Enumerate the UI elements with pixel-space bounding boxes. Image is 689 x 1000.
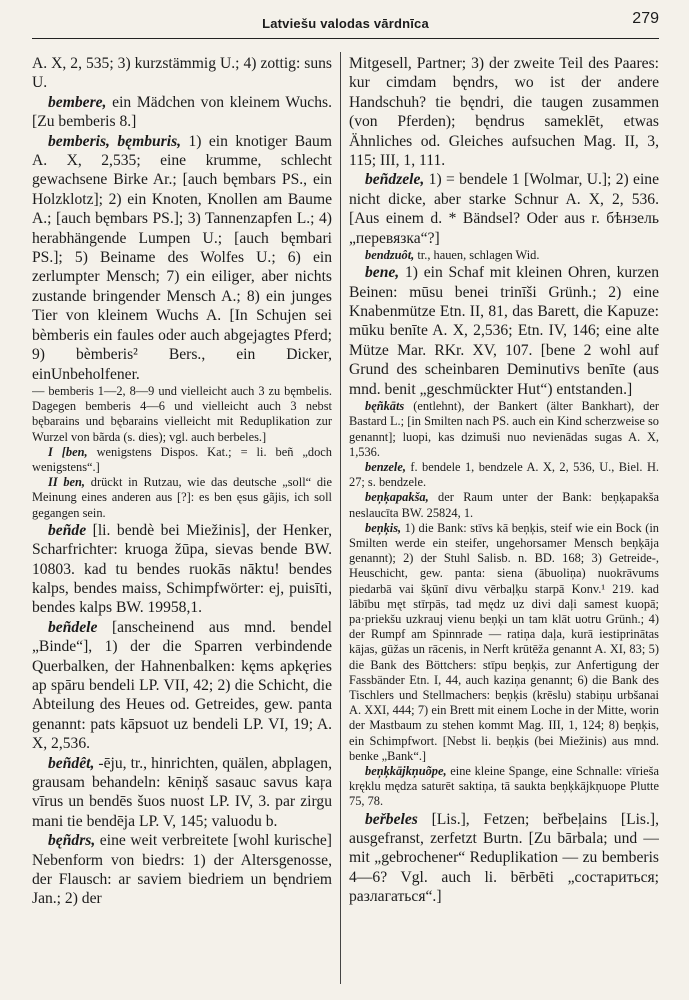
entry-headword: beņķkājkņuõpe, bbox=[365, 763, 447, 778]
dictionary-entry bbox=[349, 263, 659, 399]
entry-headword: benzele, bbox=[365, 459, 406, 474]
left-column bbox=[32, 54, 332, 986]
entry-headword: beřbeles bbox=[365, 810, 418, 828]
dictionary-entry bbox=[32, 831, 332, 909]
entry-text: 1) die Bank: stīvs kā beņķis, steif wie ein Bock (in Smilten werde ein steifer, ungehorsamer Mensch beņķāja genannt); 2) der Stuhl Salisb. n. BD. 168; 3) Getreide-, Heuschicht, gew. panta: siena (ābuoliņa) nuokrāvums piedarbā vai šķūnī divu vērbaļķu starpā Konv.¹ 219. kad lābību męt stīrpās, tad mędz uz divi daļi samest kuopā; pa·priekšu uzkrauj vienu beņķi un tam klāt uotru Grünh.; 4) der Rumpf am Spinnrade — ratiņa daļa, kurā iestiprinātas kājas, gūžas un rācenis, in Nerft krūtēža genannt A. XI, 83; 5) die Bank des Böttchers: stīpu beņķis, zur Anfertigung der Fassbänder Etn. I, 44, auch kaziņa genannt; 6) die Bank des Tischlers und Stellmachers: beņķis (krēslu) stabiņu urbšanai A. XXI, 444; 7) ein Brett mit einem Loche in der Mitte, worin der Mastbaum zu stehen kommt Mag. III, 1, 124; 8) beņķis, ein Schimpfwort. [Nebst li. beņķis (bei Miežinis) aus mnd. benke „Bank“.] bbox=[349, 520, 659, 763]
entry-headword: beñdzele, bbox=[365, 171, 425, 189]
dictionary-entry bbox=[32, 54, 332, 93]
dictionary-entry bbox=[32, 521, 332, 618]
dictionary-entry bbox=[32, 475, 332, 521]
entry-text: — bemberis 1—2, 8—9 und vielleicht auch 3 zu bęmbelis. Dagegen bemberis 4—6 und vielleicht auch 3 nebst bębarains und bębarains vielleicht mit Reduplikation zur Wurzel von bãrda (s. dies); vgl. auch berbeles.] bbox=[32, 383, 332, 444]
entry-headword: bembere, bbox=[48, 93, 107, 111]
dictionary-entry bbox=[32, 618, 332, 754]
dictionary-entry bbox=[349, 521, 659, 764]
dictionary-entry bbox=[349, 399, 659, 460]
entry-headword: beñdele bbox=[48, 618, 98, 636]
entry-text: A. X, 2, 535; 3) kurzstämmig U.; 4) zottig: suns U. bbox=[32, 55, 332, 92]
entry-headword: I [ben, bbox=[48, 444, 88, 459]
entry-text: eine weit verbreitete [wohl kurische] Nebenform von biedrs: 1) der Altersgenosse, der Flausch: ar saviem biedriem un bęndriem Jan.; 2) der bbox=[32, 832, 332, 908]
dictionary-entry bbox=[349, 460, 659, 490]
dictionary-entry bbox=[349, 490, 659, 520]
page-number: 279 bbox=[632, 10, 659, 27]
entry-text: ein Mädchen von kleinem Wuchs. [Zu bemberis 8.] bbox=[32, 93, 332, 131]
dictionary-entry bbox=[349, 248, 659, 263]
page-title: Latviešu valodas vārdnīca bbox=[262, 16, 429, 31]
dictionary-entry bbox=[349, 54, 659, 170]
dictionary-entry bbox=[349, 810, 659, 907]
entry-text: 1) ein Schaf mit kleinen Ohren, kurzen Beinen: mūsu benei trinīši Grünh.; 2) eine Knabenmütze Etn. II, 81, das Barett, die Kapuze: mūku benīte A. X, 2,536; Etn. IV, 146; eine alte Mütze Mar. RKr. XV, 107. [bene 2 wohl auf Grund des scheinbaren Deminutivs benīte (aus mnd. benit „geschmückter Hut“) entstanden.] bbox=[349, 264, 659, 398]
entry-text: der Raum unter der Bank: beņķapakša neslaucīta BW. 25824, 1. bbox=[349, 490, 659, 520]
right-column bbox=[349, 54, 659, 986]
entry-text: f. bendele 1, bendzele A. X, 2, 536, U., Biel. H. 27; s. bendzele. bbox=[349, 459, 659, 490]
entry-text: 1) = bendele 1 [Wolmar, U.]; 2) eine nicht dicke, aber starke Schnur A. X, 2, 536. [Aus einem d. * Bändsel? Oder aus r. бѣнзель „перевязка“?] bbox=[349, 171, 659, 247]
entry-headword: beñde bbox=[48, 521, 87, 539]
entry-headword: bene, bbox=[365, 264, 400, 282]
column-divider bbox=[340, 52, 341, 984]
entry-text: [li. bendè bei Miežinis], der Henker, Scharfrichter: kruoga žūpa, sievas bende BW. 10803. kad tu bendes ruokās nāktu! bendes kalps, bendes maiss, Schimpfwörter: ej, puisīti, bendes kalps BW. 19958,1. bbox=[32, 521, 332, 617]
entry-text: (entlehnt), der Bankert (älter Bankhart), der Bastard L.; [in Smilten nach PS. auch ein Kind scherzweise so genannt]; luopi, kas dzimuši nuo nevienādas sugas A. X, 1,536. bbox=[349, 399, 659, 459]
entry-headword: II ben, bbox=[48, 475, 86, 490]
entry-text: -ēju, tr., hinrichten, quälen, abplagen, grausam behandeln: kēniņš sasauc savus kaŗa vīrus un bendēs šuos nuost LP. IV, 3. par zirgu mani tie bendēja LP. V, 145; valuodu b. bbox=[32, 754, 332, 830]
dictionary-entry bbox=[349, 764, 659, 810]
dictionary-entry bbox=[32, 384, 332, 445]
dictionary-entry bbox=[32, 754, 332, 832]
entry-text: eine kleine Spange, eine Schnalle: vīriešа kręklu mędza saturēt saktiņa, tā saukta beņķkājkņuope Plutte 75, 78. bbox=[349, 763, 659, 809]
entry-text: 1) ein knotiger Baum A. X, 2,535; eine krumme, schlecht gewachsene Birke Ar.; [auch bęmbars PS., ein Holzklotz]; 2) ein Knoten, Knollen am Baume A.; [auch bęmbars PS.]; 3) Tannenzapfen L.; 4) herabhängende Lumpen U.; [auch bęmbari PS.]; 5) Beiname des Wolfes U.; 6) ein zerlumpter Mensch; 7) ein eiliger, aber nichts zustande bringender Mensch A.; 8) ein junges Tier von kleinem Wuchs A. [In Schujen sei bèmberis ein faules oder auch abgejagtes Pferd; 9) bèmberis² Bers., ein Dicker, einUnbeholfener. bbox=[32, 132, 332, 383]
entry-headword: bemberis, bęmburis, bbox=[48, 132, 182, 150]
entry-text: drückt in Rutzau, wie das deutsche „soll“ die Meinung eines anderen aus [?]: es ben ęsus gãjis, ich soll gegangen sein. bbox=[32, 475, 332, 520]
entry-text: Mitgesell, Partner; 3) der zweite Teil des Paares: kur cimdam bęndrs, wo ist der andere Handschuh? tie bęndri, die taugen zusammen (von Pferden); bęndrus sameklēt, etwas Ähnliches od. Gleiches aufsuchen Mag. II, 3, 115; III, 1, 111. bbox=[349, 55, 659, 170]
entry-headword: beņķis, bbox=[365, 520, 402, 535]
dictionary-entry bbox=[32, 132, 332, 384]
entry-headword: beņķapakša, bbox=[365, 490, 429, 505]
page-header bbox=[32, 8, 659, 38]
entry-headword: bęñdrs, bbox=[48, 832, 96, 850]
dictionary-entry bbox=[32, 445, 332, 475]
entry-text: wenigstens Dispos. Kat.; = li. beñ „doch wenigstens“.] bbox=[32, 444, 332, 474]
entry-text: [anscheinend aus mnd. bendel „Binde“], 1) der die Sparren verbindende Querbalken, der Hahnenbalken: kęms apkęries ap spāru bendeli LP. VII, 42; 2) die Schicht, die Abteilung des Heues od. Getreides, gew. panta genannt: pats kāpsuot uz bendeli LP. VI, 19; A. X, 2,536. bbox=[32, 618, 332, 753]
entry-headword: bendzuôt, bbox=[365, 248, 415, 263]
entry-text: [Lis.], Fetzen; beřbeļains [Lis.], ausgefranst, zerfetzt Burtn. [Zu bārbala; und — mit „gebrochener“ Reduplikation — zu bemberis 4—6? Vgl. auch li. bērbēti „состариться; разлагаться“.] bbox=[349, 810, 659, 906]
dictionary-entry bbox=[349, 170, 659, 248]
dictionary-entry bbox=[32, 93, 332, 132]
entry-headword: bęñkāts bbox=[365, 399, 405, 414]
entry-text: tr., hauen, schlagen Wid. bbox=[414, 248, 540, 263]
header-rule bbox=[32, 38, 659, 39]
entry-headword: beñdêt, bbox=[48, 754, 95, 772]
